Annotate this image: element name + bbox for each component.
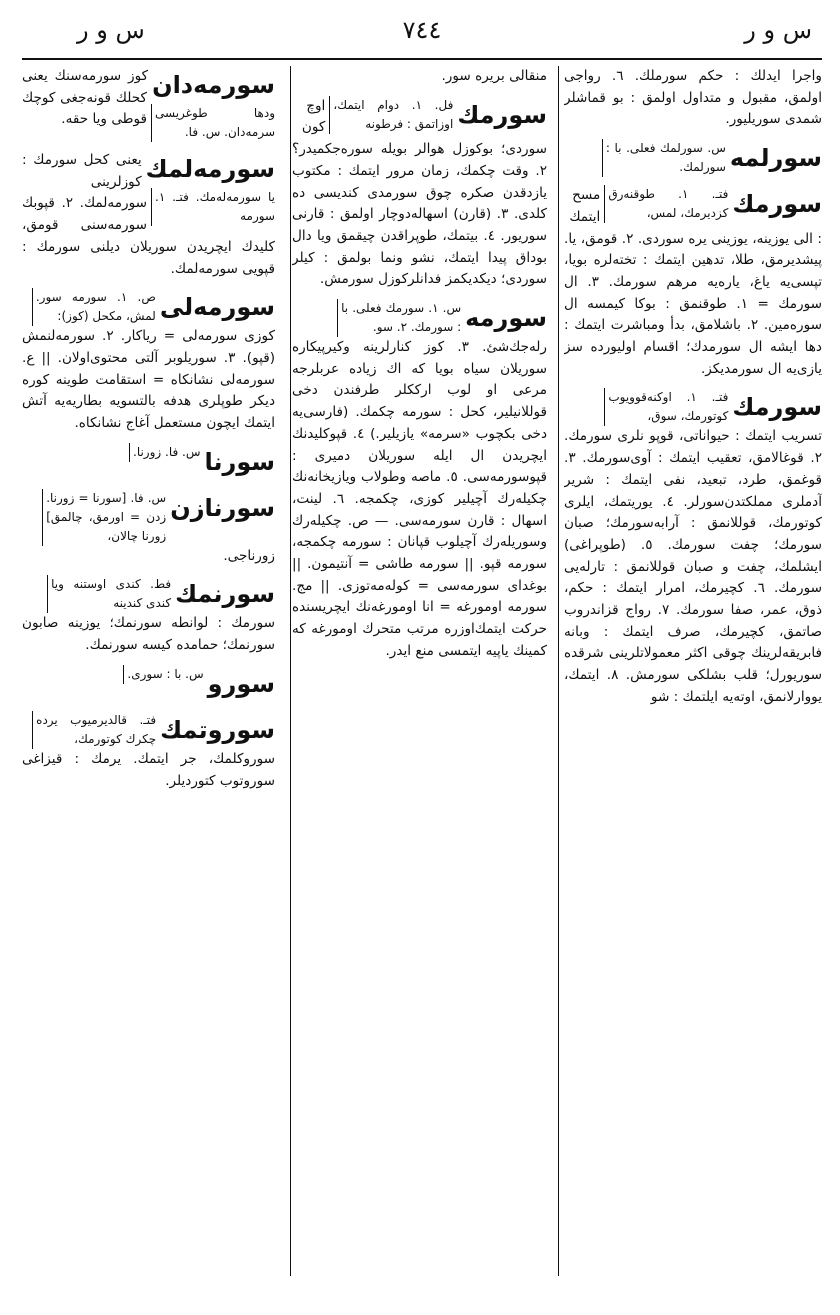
entry-grammar-note: فتـ. ١. طوقنه‌رق کزدیرمك، لمس،	[604, 185, 728, 223]
dictionary-entry	[22, 489, 275, 568]
entry-headword: سورنازن	[170, 493, 275, 522]
entry-headword: سورنمك	[175, 580, 275, 609]
entry-grammar-note: فل. ١. دوام ایتمك، اوزاتمق : فرطونه	[329, 96, 453, 134]
column-divider	[290, 66, 291, 1276]
dictionary-entry	[22, 665, 275, 703]
dictionary-entry	[22, 443, 275, 481]
column-divider	[558, 66, 559, 1276]
columns	[22, 66, 822, 1286]
entry-headword: سورمه‌لی	[159, 293, 275, 322]
entry-definition: یعنی کحل سورمك : کوزلرینی سورمه‌لمك. ٢. قپوبك سورمه‌سنی قومق، کلیدك ایچریدن سوریلان دیلنی سورمك : قپویی سورمه‌لمك.	[22, 152, 275, 277]
entry-definition: زورناجی.	[223, 547, 275, 564]
dictionary-entry	[564, 139, 822, 177]
entry-headword: سورمه‌لمك	[145, 155, 275, 183]
entry-definition: اوچ کون سوردی؛ بوکوزل هوالر بویله سوره‌جکمیدر؟ ٢. وقت چکمك، زمان مرور ایتمك : مکتوب یازدقدن صکره چوق سورمدی کندیسی ده کلدی. ٣. (قارن) اسهاله‌دوچار اولمق : قارنی سوریور. ٤. بیتمك، طوپراقدن چیقمق ویا دال بوداق پیدا ایتمك، نشو ونما بولمق : کیلر سوردی؛ دیکدیکمز فدانلرکوزل سورمش.	[292, 97, 547, 288]
column-left	[22, 66, 275, 1271]
entry-definition: رلەجك‌شئ. ٣. کوز کنارلرینه وکیرپیکاره سوریلان سیاه بویا که اك زیاده عربلرجه مرعی او لوب ارککلر طرفندن دخی قوللانیلیر، کحل : سورمه چکمك. (فارسی‌یه دخی بکچوب «سرمه» یازیلیر.) ٤. قپوکلیدنك ایچریدن ال ایله سوریلان دمیری : قپوسورمه‌سی. ٥. ماصه وطولاب ویازیخانەنك چکیلەرك آچیلیر کوزی، چکمجه. ٦. لینت، اسهال : قارن سورمه‌سی. — ص. چکیلەرك وسوریلەرك آچیلوب قپانان : سورمه چکمجه، سورمه قپو. || سورمه طاشی = آنتیمون. || بوغدای سورمه‌سی = کولەمه‌توزی. || مج. سورمه اومورغه = انا اومورغەنك ایچریسنده حرکت ایتمك‌اوزره مرتب متحرك اومورغه که کمینك یاپیه ایتمسی منع ایدر.	[292, 339, 547, 659]
entry-definition: تسریب ایتمك : حیواناتی، قوپو نلری سورمك. ٢. قوغالامق، تعقیب ایتمك : آوی‌سورمك. ٣. قوغمق، طرد، تبعید، نفی ایتمك : شریر آدملری مملکتدن‌سورلر. ٤. یوریتمك، ایلری کوتورمك، قوللانمق : آرابه‌سورمك؛ صبان سورمك؛ چفت سورمك. ٥. (طوپراغی) ایشلمك، چفت و صبان قوللانمق : تارلەیی سورمك. ٦. کچیرمك، امرار ایتمك : حکم، ذوق، عمر، صفا سورمك. ٧. رواج قزاندروب صاتمق، کچیرمك، صرف ایتمك : وبانه فابریقه‌لرینك چوقی اکثر معمولاتلرینی شرقده سوریورل؛ قلب بشلکی سورمش. ٨. ایتمك، یووارلانمق، اوته‌یه ایلتمك : شو	[564, 428, 822, 705]
entry-definition: کوزی سورمه‌لی = ریاکار. ٢. سورمه‌لنمش (قپو). ٣. سوریلوبر آلتی محتوی‌اولان. || ع. سورمه‌لی نشانکاه = استقامت طوینه کوره دیکر طوپلری هدفه بالتسویه بطاریه‌یه آتش ایتمك ایچون مستعمل آغاج نشانکاه.	[22, 328, 275, 432]
entry-headword: سورمك	[732, 190, 822, 219]
dictionary-entry	[22, 711, 275, 792]
dictionary-page	[22, 10, 822, 1290]
entry-headword: سورمه‌دان	[152, 71, 275, 99]
entry-headword: سوروتمك	[160, 715, 275, 744]
dictionary-entry	[564, 388, 822, 708]
entry-headword: سورمه	[465, 304, 547, 333]
entry-definition: منقالی بریره سور.	[441, 68, 547, 84]
running-header	[22, 10, 822, 50]
entry-grammar-note: فتـ. قالدیرمیوب یرده چکرك کوتورمك،	[32, 711, 156, 749]
entry-grammar-note: فط. کندی اوستنه ویا کندی کندینه	[47, 575, 171, 613]
entry-headword: سورو	[207, 669, 275, 698]
page-number: ٧٤٤	[402, 16, 442, 44]
header-root-right: س و ر	[744, 16, 812, 44]
dictionary-entry	[564, 66, 822, 131]
entry-grammar-note: ودها طوغریسی سرمه‌دان. س. فا.	[151, 104, 275, 142]
dictionary-entry	[292, 66, 547, 88]
entry-grammar-note: س. فا. [سورنا = زورنا. زدن = اورمق، چالمق] زورنا چالان،	[42, 489, 166, 546]
entry-headword: سورنا	[204, 447, 275, 476]
entry-grammar-note: س. با : سوری.	[123, 665, 203, 684]
header-root-left: س و ر	[77, 16, 145, 44]
column-middle	[292, 66, 547, 1271]
entry-definition: سوروکلمك، جر ایتمك. یرمك : قیزاغی سوروتوب کتوردیلر.	[22, 750, 275, 789]
entry-headword: سورمك	[732, 393, 822, 422]
entry-grammar-note: یا سورمه‌له‌مك. فتـ. ١. سورمه	[151, 188, 275, 226]
dictionary-entry	[564, 185, 822, 380]
entry-headword: سورمك	[457, 100, 547, 129]
column-right	[564, 66, 822, 1271]
dictionary-entry	[22, 288, 275, 435]
dictionary-entry	[292, 96, 547, 291]
entry-grammar-note: ص. ١. سورمه سور. لمش، مکحل (کوز):	[32, 288, 156, 326]
entry-grammar-note: س. ١. سورمك فعلی. با : سورمك. ٢. سو.	[337, 299, 461, 337]
entry-grammar-note: فتـ. ١. اوکنه‌قوویوب کوتورمك، سوق،	[604, 388, 728, 426]
entry-definition: کوز سورمه‌سنك یعنی کحلك قونه‌جغی کوچك قوطی ویا حقه.	[22, 68, 149, 128]
header-rule	[22, 58, 822, 60]
dictionary-entry	[292, 299, 547, 663]
entry-headword: سورلمه	[729, 144, 822, 173]
dictionary-entry	[22, 66, 275, 142]
entry-definition: مسح ایتمك : الی یوزینه، یوزینی یره سوردی. ٢. قومق، یا. پیشدیرمق، طلا، تدهین ایتمك : تختەلره بویا، تپسی‌یه یاغ، یاره‌یه مرهم سورمك. ٣. ال سورمك = ١. طوقنمق : بوکا کیمسه ال سوره‌مین. ٢. باشلامق، بدأ ومباشرت ایتمك : دها ایشه ال سورمدك؛ اقسام اولیورده سز یازی‌یه ال سورمدیکز.	[564, 187, 822, 377]
entry-grammar-note: س. فا. زورنا.	[129, 443, 201, 462]
entry-definition: واجرا ایدلك : حکم سورملك. ٦. رواجی اولمق، مقبول و متداول اولمق : بو قماشلر شمدی سوریلیور.	[564, 68, 822, 128]
entry-definition: سورمك : لوانطه سورنمك؛ یوزینه صابون سورنمك؛ حمامده کیسه سورنمك.	[22, 615, 275, 654]
entry-grammar-note: س. سورلمك فعلی. با : سورلمك.	[602, 139, 726, 177]
dictionary-entry	[22, 575, 275, 656]
dictionary-entry	[22, 150, 275, 280]
